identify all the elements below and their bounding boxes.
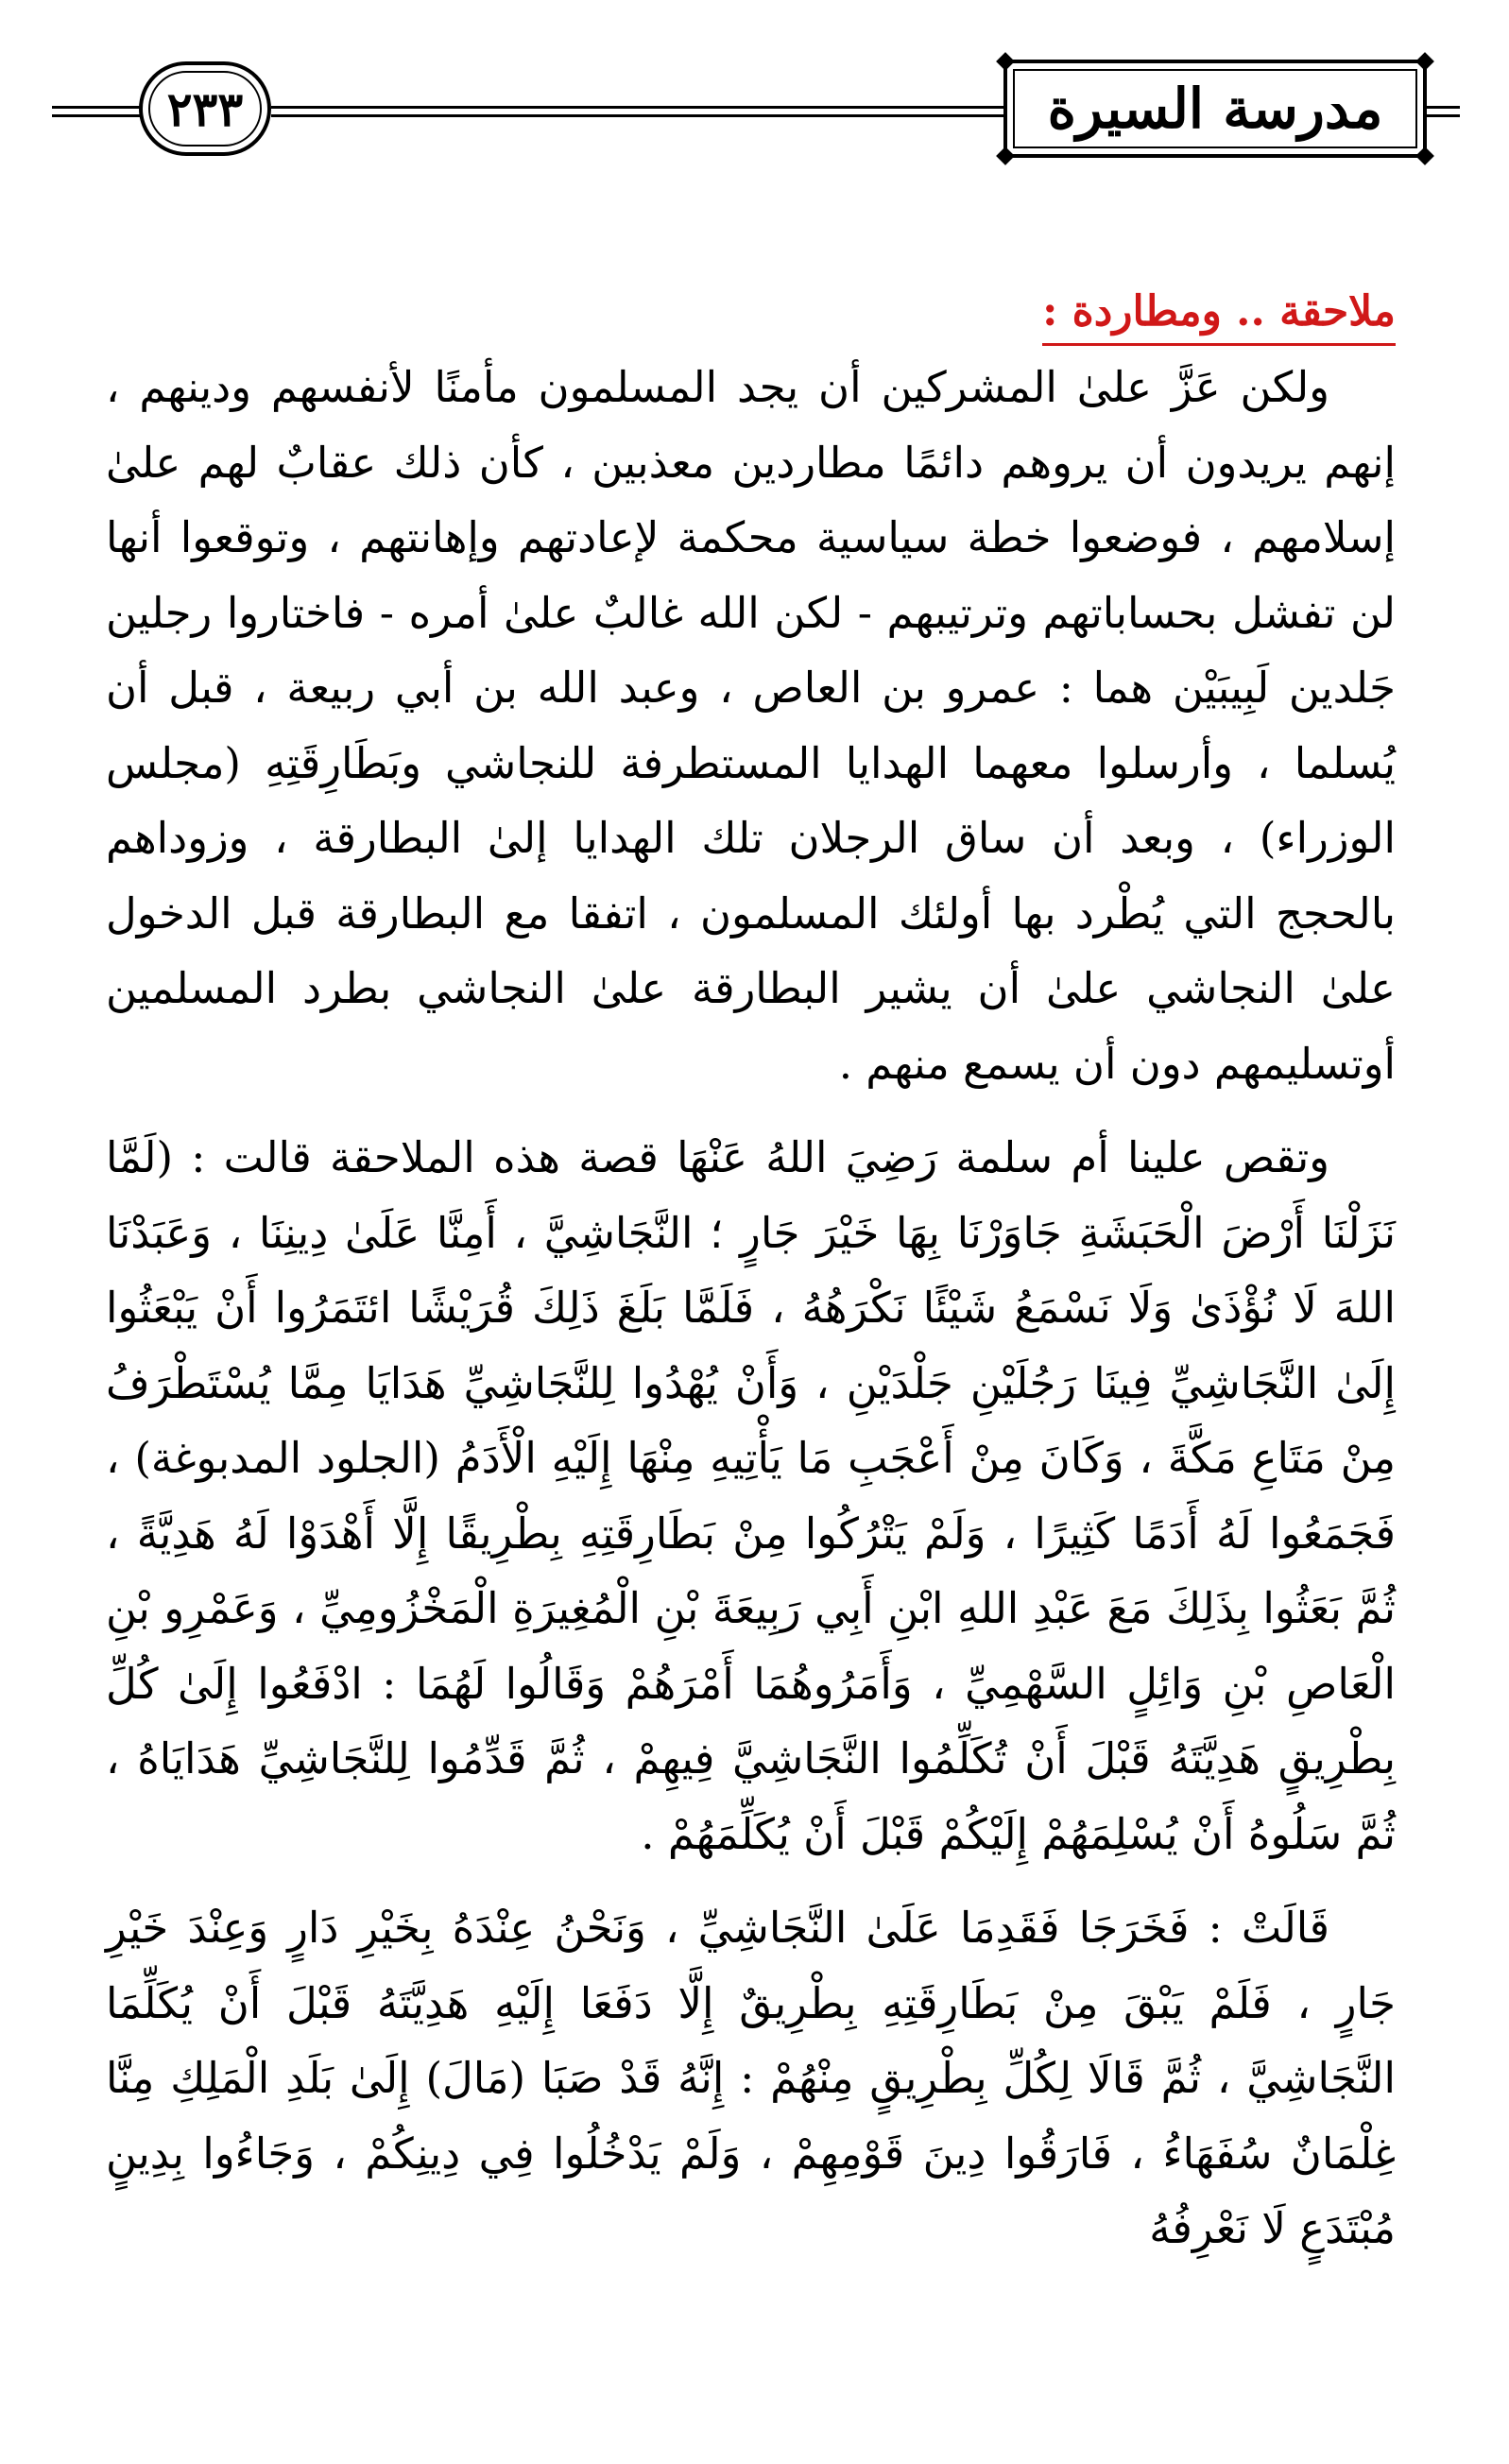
ornament-corner-icon bbox=[1415, 52, 1434, 71]
paragraph: وتقص علينا أم سلمة رَضِيَ اللهُ عَنْهَا قصة هذه الملاحقة قالت : (لَمَّا نَزَلْنَا أَرْضَ الْحَبَشَةِ جَاوَرْنَا بِهَا خَيْرَ جَارٍ ؛ النَّجَاشِيَّ ، أَمِنَّا عَلَىٰ دِينِنَا ، وَعَبَدْنَا اللهَ لَا نُؤْذَىٰ وَلَا نَسْمَعُ شَيْئًا نَكْرَهُهُ ، فَلَمَّا بَلَغَ ذَلِكَ قُرَيْشًا ائتَمَرُوا أَنْ يَبْعَثُوا إِلَىٰ النَّجَاشِيِّ فِينَا رَجُلَيْنِ جَلْدَيْنِ ، وَأَنْ يُهْدُوا لِلنَّجَاشِيِّ هَدَايَا مِمَّا يُسْتَطْرَفُ مِنْ مَتَاعِ مَكَّةَ ، وَكَانَ مِنْ أَعْجَبِ مَا يَأْتِيهِ مِنْهَا إِلَيْهِ الْأَدَمُ (الجلود المدبوغة) ، فَجَمَعُوا لَهُ أَدَمًا كَثِيرًا ، وَلَمْ يَتْرُكُوا مِنْ بَطَارِقَتِهِ بِطْرِيقًا إِلَّا أَهْدَوْا لَهُ هَدِيَّةً ، ثُمَّ بَعَثُوا بِذَلِكَ مَعَ عَبْدِ اللهِ ابْنِ أَبِي رَبِيعَةَ بْنِ الْمُغِيرَةِ الْمَخْزُومِيِّ ، وَعَمْرِو بْنِ الْعَاصِ بْنِ وَائِلٍ السَّهْمِيِّ ، وَأَمَرُوهُمَا أَمْرَهُمْ وَقَالُوا لَهُمَا : ادْفَعُوا إِلَىٰ كُلِّ بِطْرِيقٍ هَدِيَّتَهُ قَبْلَ أَنْ تُكَلِّمُوا النَّجَاشِيَّ فِيهِمْ ، ثُمَّ قَدِّمُوا لِلنَّجَاشِيِّ هَدَايَاهُ ، ثُمَّ سَلُوهُ أَنْ يُسْلِمَهُمْ إِلَيْكُمْ قَبْلَ أَنْ يُكَلِّمَهُمْ . bbox=[106, 1132, 1396, 1859]
ornament-corner-icon bbox=[1415, 146, 1434, 165]
section-heading: ملاحقة .. ومطاردة : bbox=[1042, 285, 1396, 346]
page-number: ٢٣٣ bbox=[139, 61, 271, 156]
page-header bbox=[52, 52, 1460, 165]
header-rule-left bbox=[52, 106, 142, 117]
book-title: مدرسة السيرة bbox=[1047, 77, 1383, 141]
header-rule-right bbox=[1427, 106, 1460, 117]
paragraph: ولكن عَزَّ علىٰ المشركين أن يجد المسلمون مأمنًا لأنفسهم ودينهم ، إنهم يريدون أن يروهم دائمًا مطاردين معذبين ، كأن ذلك عقابٌ لهم علىٰ إسلامهم ، فوضعوا خطة سياسية محكمة لإعادتهم وإهانتهم ، وتوقعوا أنها لن تفشل بحساباتهم وترتيبهم - لكن الله غالبٌ علىٰ أمره - فاختاروا رجلين جَلدين لَبِيبَيْن هما : عمرو بن العاص ، وعبد الله بن أبي ربيعة ، قبل أن يُسلما ، وأرسلوا معهما الهدايا المستطرفة للنجاشي وبَطَارِقَتِهِ (مجلس الوزراء) ، وبعد أن ساق الرجلان تلك الهدايا إلىٰ البطارقة ، وزوداهم بالحجج التي يُطْرد بها أولئك المسلمون ، اتفقا مع البطارقة قبل الدخول علىٰ النجاشي علىٰ أن يشير البطارقة علىٰ النجاشي بطرد المسلمين أوتسليمهم دون أن يسمع منهم . bbox=[106, 362, 1396, 1089]
book-title-frame bbox=[1003, 60, 1427, 158]
header-rule-middle bbox=[271, 106, 1003, 117]
paragraph: قَالَتْ : فَخَرَجَا فَقَدِمَا عَلَىٰ النَّجَاشِيِّ ، وَنَحْنُ عِنْدَهُ بِخَيْرِ دَارٍ وَعِنْدَ خَيْرِ جَارٍ ، فَلَمْ يَبْقَ مِنْ بَطَارِقَتِهِ بِطْرِيقٌ إِلَّا دَفَعَا إِلَيْهِ هَدِيَّتَهُ قَبْلَ أَنْ يُكَلِّمَا النَّجَاشِيَّ ، ثُمَّ قَالَا لِكُلِّ بِطْرِيقٍ مِنْهُمْ : إِنَّهُ قَدْ صَبَا (مَالَ) إِلَىٰ بَلَدِ الْمَلِكِ مِنَّا غِلْمَانٌ سُفَهَاءُ ، فَارَقُوا دِينَ قَوْمِهِمْ ، وَلَمْ يَدْخُلُوا فِي دِينِكُمْ ، وَجَاءُوا بِدِينٍ مُبْتَدَعٍ لَا نَعْرِفُهُ bbox=[106, 1903, 1396, 2253]
ornament-corner-icon bbox=[996, 52, 1015, 71]
body-text bbox=[106, 350, 1396, 2266]
ornament-corner-icon bbox=[996, 146, 1015, 165]
